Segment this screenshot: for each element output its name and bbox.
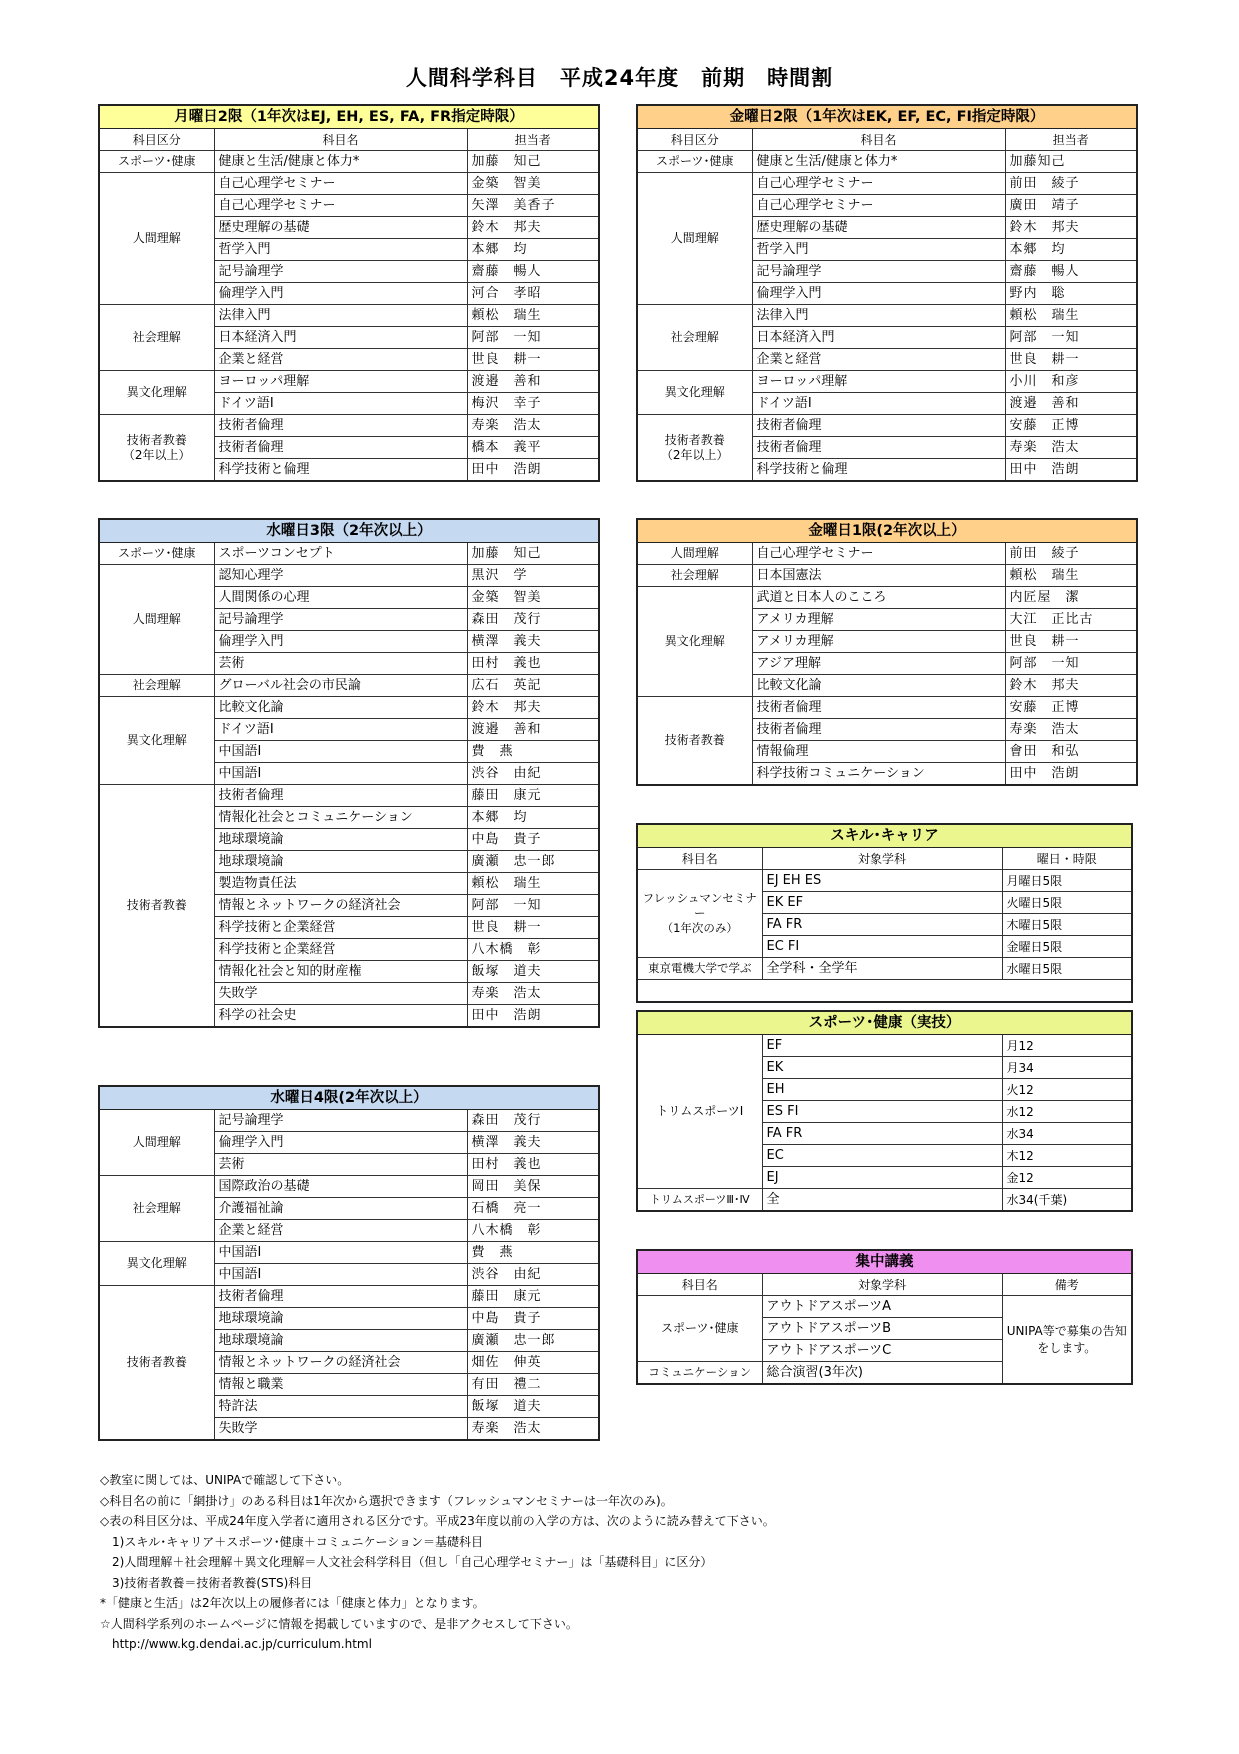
teacher-cell: 鈴木 邦夫 (467, 697, 599, 719)
teacher-cell: 広石 英記 (467, 675, 599, 697)
subject-cell: 中国語Ⅰ (214, 1242, 467, 1264)
category-cell: スポーツ･健康 (637, 151, 752, 173)
subject-cell: ヨーロッパ理解 (214, 371, 467, 393)
dept-cell: ES FI (762, 1101, 1002, 1123)
wed3-heading: 水曜日3限（2年次以上） (99, 519, 599, 543)
monday-period2-table (98, 104, 600, 482)
day-period-cell: 木12 (1002, 1145, 1132, 1167)
teacher-cell: 渋谷 由紀 (467, 1264, 599, 1286)
subject-cell: アメリカ理解 (752, 631, 1005, 653)
category-cell: 人間理解 (99, 565, 214, 675)
wed4-heading: 水曜日4限(2年次以上） (99, 1086, 599, 1110)
table-row (637, 173, 1137, 195)
trim-sports-3-4-name: トリムスポーツⅢ･Ⅳ (637, 1189, 762, 1212)
skill-career-table (636, 823, 1133, 1003)
subject-cell: ヨーロッパ理解 (752, 371, 1005, 393)
col-department: 対象学科 (762, 848, 1002, 870)
subject-cell: 総合演習(3年次) (762, 1362, 1002, 1385)
teacher-cell: 頼松 瑞生 (1005, 565, 1137, 587)
wednesday-period3-table (98, 518, 600, 1028)
table-row (99, 371, 599, 393)
subject-cell: 技術者倫理 (752, 437, 1005, 459)
subject-cell: 倫理学入門 (214, 631, 467, 653)
teacher-cell: 前田 綾子 (1005, 543, 1137, 565)
mon-heading: 月曜日2限（1年次はEJ, EH, ES, FA, FR指定時限） (99, 105, 599, 129)
teacher-cell: 寿楽 浩太 (1005, 437, 1137, 459)
note-line: 3)技術者教養＝技術者教養(STS)科目 (100, 1575, 313, 1590)
subject-cell: 哲学入門 (214, 239, 467, 261)
day-period-cell: 月曜日5限 (1002, 870, 1132, 892)
teacher-cell: 費 燕 (467, 1242, 599, 1264)
teacher-cell: 費 燕 (467, 741, 599, 763)
remarks-cell: UNIPA等で募集の告知をします。 (1002, 1296, 1132, 1385)
note-line: ◇表の科目区分は、平成24年度入学者に適用される区分です。平成23年度以前の入学の方は、次のように読み替えて下さい。 (100, 1514, 775, 1528)
teacher-cell: 齋藤 暢人 (1005, 261, 1137, 283)
category-cell: 社会理解 (637, 305, 752, 371)
category-cell: 技術者教養 （2年以上） (99, 415, 214, 482)
subject-cell: 哲学入門 (752, 239, 1005, 261)
category-cell: 社会理解 (99, 1176, 214, 1242)
category-cell: 人間理解 (637, 543, 752, 565)
subject-cell: 法律入門 (214, 305, 467, 327)
note-line: *「健康と生活」は2年次以上の履修者には「健康と体力」となります。 (100, 1596, 485, 1610)
teacher-cell: 齋藤 暢人 (467, 261, 599, 283)
teacher-cell: 廣瀬 忠一郎 (467, 851, 599, 873)
dept-cell: 全学科・全学年 (762, 958, 1002, 980)
teacher-cell: 田中 浩朗 (1005, 763, 1137, 786)
teacher-cell: 本郷 均 (467, 239, 599, 261)
category-cell: スポーツ･健康 (99, 543, 214, 565)
table-row (99, 697, 599, 719)
table-row (637, 415, 1137, 437)
subject-cell: ドイツ語Ⅰ (752, 393, 1005, 415)
teacher-cell: 阿部 一知 (1005, 327, 1137, 349)
day-period-cell: 水34(千葉) (1002, 1189, 1132, 1212)
teacher-cell: 田中 浩朗 (467, 459, 599, 482)
teacher-cell: 八木橋 彰 (467, 1220, 599, 1242)
category-cell: 技術者教養 （2年以上） (637, 415, 752, 482)
subject-cell: 日本経済入門 (752, 327, 1005, 349)
teacher-cell: 田中 浩朗 (1005, 459, 1137, 482)
teacher-cell: 頼松 瑞生 (467, 873, 599, 895)
subject-cell: 国際政治の基礎 (214, 1176, 467, 1198)
table-row (637, 1189, 1132, 1212)
table-row (99, 543, 599, 565)
teacher-cell: 加藤知己 (1005, 151, 1137, 173)
subject-cell: 日本国憲法 (752, 565, 1005, 587)
subject-cell: 自己心理学セミナー (752, 195, 1005, 217)
teacher-cell: 岡田 美保 (467, 1176, 599, 1198)
category-cell: 社会理解 (99, 305, 214, 371)
subject-cell: 比較文化論 (752, 675, 1005, 697)
teacher-cell: 横澤 義夫 (467, 1132, 599, 1154)
day-period-cell: 火12 (1002, 1079, 1132, 1101)
category-cell: 異文化理解 (637, 587, 752, 697)
subject-cell: 中国語Ⅰ (214, 763, 467, 785)
friday-period1-table (636, 518, 1138, 786)
teacher-cell: 鈴木 邦夫 (467, 217, 599, 239)
dept-cell: EK EF (762, 892, 1002, 914)
teacher-cell: 横澤 義夫 (467, 631, 599, 653)
table-row (99, 173, 599, 195)
subject-cell: アジア理解 (752, 653, 1005, 675)
col-department: 対象学科 (762, 1274, 1002, 1296)
teacher-cell: 畑佐 伸英 (467, 1352, 599, 1374)
teacher-cell: 矢澤 美香子 (467, 195, 599, 217)
teacher-cell: 前田 綾子 (1005, 173, 1137, 195)
sports-practical-heading: スポーツ･健康（実技） (637, 1011, 1132, 1035)
teacher-cell: 世良 耕一 (467, 917, 599, 939)
teacher-cell: 寿楽 浩太 (467, 415, 599, 437)
subject-cell: 記号論理学 (214, 261, 467, 283)
teacher-cell: 世良 耕一 (1005, 349, 1137, 371)
note-line: ◇教室に関しては、UNIPAで確認して下さい。 (100, 1473, 350, 1487)
teacher-cell: 中島 貴子 (467, 829, 599, 851)
col-category: 科目区分 (637, 129, 752, 151)
subject-cell: 健康と生活/健康と体力* (214, 151, 467, 173)
subject-cell: 技術者倫理 (214, 1286, 467, 1308)
note-line: 2)人間理解＋社会理解＋異文化理解＝人文社会科学科目（但し「自己心理学セミナー」は「基礎科目」に区分） (100, 1555, 713, 1569)
teacher-cell: 中島 貴子 (467, 1308, 599, 1330)
teacher-cell: 鈴木 邦夫 (1005, 675, 1137, 697)
subject-cell: 記号論理学 (214, 609, 467, 631)
day-period-cell: 金曜日5限 (1002, 936, 1132, 958)
teacher-cell: 渡邉 善和 (467, 719, 599, 741)
table-row (99, 1176, 599, 1198)
teacher-cell: 飯塚 道夫 (467, 961, 599, 983)
teacher-cell: 森田 茂行 (467, 1110, 599, 1132)
subject-cell: 製造物責任法 (214, 873, 467, 895)
teacher-cell: 渡邉 善和 (1005, 393, 1137, 415)
subject-cell: 科学技術と企業経営 (214, 939, 467, 961)
dept-cell: EH (762, 1079, 1002, 1101)
col-subject: 科目名 (637, 848, 762, 870)
subject-cell: 技術者倫理 (214, 785, 467, 807)
category-cell: コミュニケーション (637, 1362, 762, 1385)
teacher-cell: 田村 義也 (467, 653, 599, 675)
subject-cell: 芸術 (214, 1154, 467, 1176)
intensive-lecture-table (636, 1249, 1133, 1385)
note-line: ◇科目名の前に「網掛け」のある科目は1年次から選択できます（フレッシュマンセミナーは一年次のみ)。 (100, 1493, 673, 1508)
subject-cell: 科学技術と企業経営 (214, 917, 467, 939)
subject-cell: 健康と生活/健康と体力* (752, 151, 1005, 173)
day-period-cell: 木曜日5限 (1002, 914, 1132, 936)
subject-cell: 情報と職業 (214, 1374, 467, 1396)
table-row (637, 587, 1137, 609)
fri1-heading: 金曜日1限(2年次以上） (637, 519, 1137, 543)
subject-cell: 科学の社会史 (214, 1005, 467, 1028)
table-row (637, 1035, 1132, 1057)
teacher-cell: 安藤 正博 (1005, 697, 1137, 719)
tokyo-denki-subject: 東京電機大学で学ぶ (637, 958, 762, 980)
teacher-cell: 頼松 瑞生 (1005, 305, 1137, 327)
teacher-cell: 飯塚 道夫 (467, 1396, 599, 1418)
teacher-cell: 寿楽 浩太 (1005, 719, 1137, 741)
subject-cell: 日本経済入門 (214, 327, 467, 349)
subject-cell: 技術者倫理 (214, 437, 467, 459)
day-period-cell: 水12 (1002, 1101, 1132, 1123)
teacher-cell: 本郷 均 (467, 807, 599, 829)
subject-cell: 科学技術コミュニケーション (752, 763, 1005, 786)
subject-cell: 地球環境論 (214, 829, 467, 851)
teacher-cell: 本郷 均 (1005, 239, 1137, 261)
dept-cell: EJ (762, 1167, 1002, 1189)
subject-cell: 倫理学入門 (752, 283, 1005, 305)
subject-cell: 歴史理解の基礎 (214, 217, 467, 239)
teacher-cell: 金築 智美 (467, 587, 599, 609)
category-cell: 異文化理解 (99, 1242, 214, 1286)
subject-cell: 記号論理学 (214, 1110, 467, 1132)
subject-cell: 自己心理学セミナー (752, 543, 1005, 565)
subject-cell: 企業と経営 (214, 1220, 467, 1242)
table-row (99, 675, 599, 697)
dept-cell: EK (762, 1057, 1002, 1079)
trim-sports-name: トリムスポーツⅠ (637, 1035, 762, 1189)
day-period-cell: 月12 (1002, 1035, 1132, 1057)
teacher-cell: 廣瀬 忠一郎 (467, 1330, 599, 1352)
subject-cell: 特許法 (214, 1396, 467, 1418)
category-cell: 異文化理解 (637, 371, 752, 415)
table-row (99, 151, 599, 173)
subject-cell: 科学技術と倫理 (752, 459, 1005, 482)
teacher-cell: 小川 和彦 (1005, 371, 1137, 393)
subject-cell: 技術者倫理 (752, 697, 1005, 719)
teacher-cell: 會田 和弘 (1005, 741, 1137, 763)
teacher-cell: 阿部 一知 (467, 327, 599, 349)
category-cell: 人間理解 (99, 1110, 214, 1176)
dept-cell: FA FR (762, 1123, 1002, 1145)
subject-cell: 地球環境論 (214, 851, 467, 873)
teacher-cell: 阿部 一知 (467, 895, 599, 917)
table-row (99, 785, 599, 807)
category-cell: 人間理解 (637, 173, 752, 305)
subject-cell: アウトドアスポーツB (762, 1318, 1002, 1340)
subject-cell: 武道と日本人のこころ (752, 587, 1005, 609)
teacher-cell: 有田 禮二 (467, 1374, 599, 1396)
teacher-cell: 藤田 康元 (467, 1286, 599, 1308)
subject-cell: 人間関係の心理 (214, 587, 467, 609)
table-row (637, 697, 1137, 719)
col-teacher: 担当者 (467, 129, 599, 151)
dept-cell: FA FR (762, 914, 1002, 936)
table-row (99, 415, 599, 437)
subject-cell: 情報倫理 (752, 741, 1005, 763)
subject-cell: アウトドアスポーツA (762, 1296, 1002, 1318)
category-cell: 技術者教養 (99, 1286, 214, 1441)
col-remarks: 備考 (1002, 1274, 1132, 1296)
teacher-cell: 梅沢 幸子 (467, 393, 599, 415)
day-period-cell: 火曜日5限 (1002, 892, 1132, 914)
subject-cell: 情報化社会とコミュニケーション (214, 807, 467, 829)
table-row (637, 151, 1137, 173)
subject-cell: 法律入門 (752, 305, 1005, 327)
col-category: 科目区分 (99, 129, 214, 151)
teacher-cell: 渡邉 善和 (467, 371, 599, 393)
category-cell: 技術者教養 (99, 785, 214, 1028)
teacher-cell: 加藤 知己 (467, 151, 599, 173)
note-line: 1)スキル･キャリア＋スポーツ･健康＋コミュニケーション＝基礎科目 (100, 1534, 483, 1549)
teacher-cell: 大江 正比古 (1005, 609, 1137, 631)
subject-cell: 倫理学入門 (214, 1132, 467, 1154)
day-period-cell: 金12 (1002, 1167, 1132, 1189)
category-cell: 異文化理解 (99, 697, 214, 785)
subject-cell: 記号論理学 (752, 261, 1005, 283)
col-subject: 科目名 (637, 1274, 762, 1296)
category-cell: 人間理解 (99, 173, 214, 305)
skill-career-heading: スキル･キャリア (637, 824, 1132, 848)
subject-cell: 認知心理学 (214, 565, 467, 587)
teacher-cell: 黒沢 学 (467, 565, 599, 587)
table-row (637, 565, 1137, 587)
subject-cell: 芸術 (214, 653, 467, 675)
subject-cell: 情報化社会と知的財産権 (214, 961, 467, 983)
subject-cell: 地球環境論 (214, 1330, 467, 1352)
freshman-seminar-name: フレッシュマンセミナー （1年次のみ） (637, 870, 762, 958)
subject-cell: 歴史理解の基礎 (752, 217, 1005, 239)
col-subject: 科目名 (214, 129, 467, 151)
subject-cell: 比較文化論 (214, 697, 467, 719)
subject-cell: 倫理学入門 (214, 283, 467, 305)
subject-cell: アメリカ理解 (752, 609, 1005, 631)
subject-cell: 中国語Ⅰ (214, 1264, 467, 1286)
sports-practical-table (636, 1010, 1133, 1212)
day-period-cell: 水曜日5限 (1002, 958, 1132, 980)
intensive-lecture-heading: 集中講義 (637, 1250, 1132, 1274)
subject-cell: 情報とネットワークの経済社会 (214, 895, 467, 917)
subject-cell: 科学技術と倫理 (214, 459, 467, 482)
page-title: 人間科学科目 平成24年度 前期 時間割 (405, 66, 834, 90)
subject-cell: グローバル社会の市民論 (214, 675, 467, 697)
teacher-cell: 寿楽 浩太 (467, 1418, 599, 1441)
table-row (99, 565, 599, 587)
teacher-cell: 森田 茂行 (467, 609, 599, 631)
friday-period2-table (636, 104, 1138, 482)
subject-cell: 情報とネットワークの経済社会 (214, 1352, 467, 1374)
teacher-cell: 金築 智美 (467, 173, 599, 195)
subject-cell: 技術者倫理 (752, 415, 1005, 437)
teacher-cell: 渋谷 由紀 (467, 763, 599, 785)
table-row (99, 305, 599, 327)
category-cell: スポーツ･健康 (637, 1296, 762, 1362)
dept-cell: EF (762, 1035, 1002, 1057)
dept-cell: 全 (762, 1189, 1002, 1212)
table-row (99, 1242, 599, 1264)
col-day-period: 曜日・時限 (1002, 848, 1132, 870)
subject-cell: 技術者倫理 (752, 719, 1005, 741)
teacher-cell: 石橋 亮一 (467, 1198, 599, 1220)
category-cell: 社会理解 (637, 565, 752, 587)
teacher-cell: 河合 孝昭 (467, 283, 599, 305)
teacher-cell: 鈴木 邦夫 (1005, 217, 1137, 239)
notes-section (100, 1470, 775, 1655)
category-cell: 異文化理解 (99, 371, 214, 415)
note-line: http://www.kg.dendai.ac.jp/curriculum.html (100, 1637, 372, 1651)
note-line: ☆人間科学系列のホームページに情報を掲載していますので、是非アクセスして下さい。 (100, 1616, 578, 1631)
table-row (99, 1286, 599, 1308)
subject-cell: 中国語Ⅰ (214, 741, 467, 763)
dept-cell: EC FI (762, 936, 1002, 958)
category-cell: 技術者教養 (637, 697, 752, 786)
subject-cell: 企業と経営 (214, 349, 467, 371)
teacher-cell: 橋本 義平 (467, 437, 599, 459)
subject-cell: ドイツ語Ⅰ (214, 719, 467, 741)
teacher-cell: 世良 耕一 (467, 349, 599, 371)
subject-cell: 失敗学 (214, 1418, 467, 1441)
subject-cell: 地球環境論 (214, 1308, 467, 1330)
day-period-cell: 水34 (1002, 1123, 1132, 1145)
teacher-cell: 内匠屋 潔 (1005, 587, 1137, 609)
teacher-cell: 寿楽 浩太 (467, 983, 599, 1005)
teacher-cell: 田村 義也 (467, 1154, 599, 1176)
subject-cell: ドイツ語Ⅰ (214, 393, 467, 415)
teacher-cell: 廣田 靖子 (1005, 195, 1137, 217)
subject-cell: 失敗学 (214, 983, 467, 1005)
col-subject: 科目名 (752, 129, 1005, 151)
teacher-cell: 野内 聡 (1005, 283, 1137, 305)
teacher-cell: 安藤 正博 (1005, 415, 1137, 437)
col-teacher: 担当者 (1005, 129, 1137, 151)
fri2-heading: 金曜日2限（1年次はEK, EF, EC, FI指定時限） (637, 105, 1137, 129)
table-row (99, 1110, 599, 1132)
day-period-cell: 月34 (1002, 1057, 1132, 1079)
subject-cell: 自己心理学セミナー (214, 173, 467, 195)
subject-cell: 企業と経営 (752, 349, 1005, 371)
subject-cell: 自己心理学セミナー (752, 173, 1005, 195)
wednesday-period4-table (98, 1085, 600, 1441)
dept-cell: EJ EH ES (762, 870, 1002, 892)
teacher-cell: 世良 耕一 (1005, 631, 1137, 653)
teacher-cell: 頼松 瑞生 (467, 305, 599, 327)
teacher-cell: 阿部 一知 (1005, 653, 1137, 675)
table-row (637, 543, 1137, 565)
subject-cell: アウトドアスポーツC (762, 1340, 1002, 1362)
subject-cell: 自己心理学セミナー (214, 195, 467, 217)
dept-cell: EC (762, 1145, 1002, 1167)
subject-cell: 技術者倫理 (214, 415, 467, 437)
teacher-cell: 八木橋 彰 (467, 939, 599, 961)
table-row (637, 371, 1137, 393)
teacher-cell: 加藤 知己 (467, 543, 599, 565)
subject-cell: 介護福祉論 (214, 1198, 467, 1220)
table-row (637, 305, 1137, 327)
category-cell: スポーツ･健康 (99, 151, 214, 173)
teacher-cell: 田中 浩朗 (467, 1005, 599, 1028)
subject-cell: スポーツコンセプト (214, 543, 467, 565)
teacher-cell: 藤田 康元 (467, 785, 599, 807)
category-cell: 社会理解 (99, 675, 214, 697)
blank-row (637, 980, 1132, 1003)
